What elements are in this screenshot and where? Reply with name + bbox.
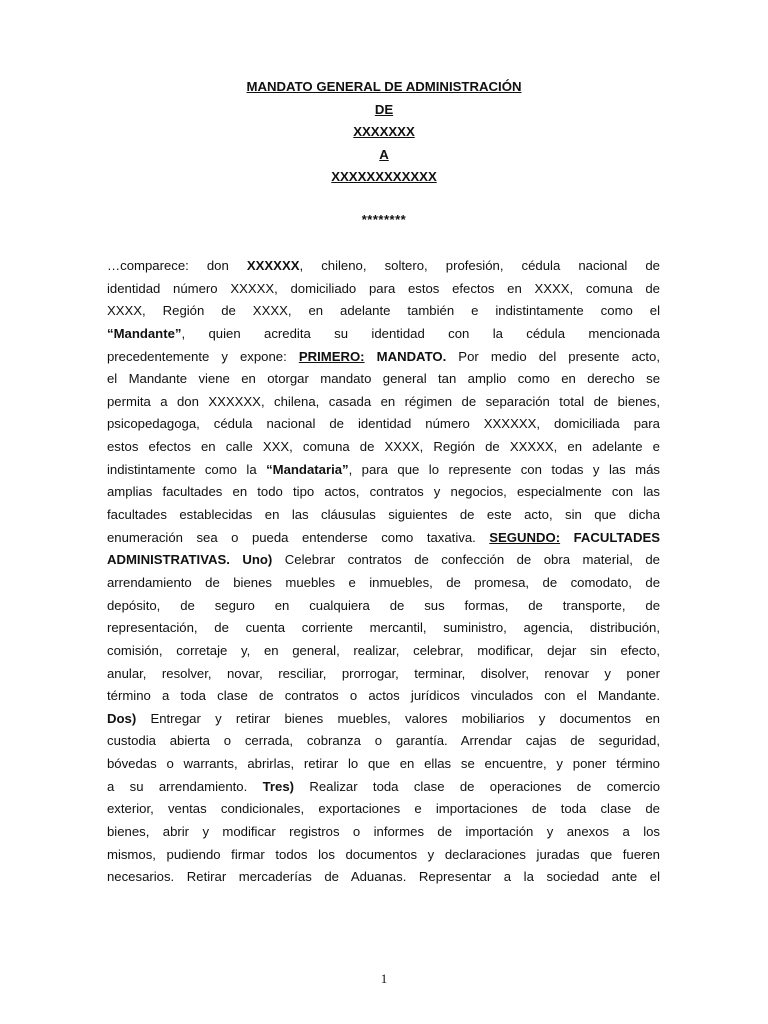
body-line: bienes, abrir y modificar registros o informes de importación y anexos a los	[107, 824, 660, 840]
body-line: necesarios. Retirar mercaderías de Aduanas. Representar a la sociedad ante el	[107, 869, 660, 885]
body-line: término a toda clase de contratos o actos jurídicos vinculados con el Mandante.	[107, 688, 660, 704]
title-line-de: DE	[374, 101, 394, 117]
title-line-main: MANDATO GENERAL DE ADMINISTRACIÓN	[246, 79, 522, 94]
body-line: depósito, de seguro en cualquiera de sus formas, de transporte, de	[107, 597, 660, 613]
body-line: representación, de cuenta corriente mercantil, suministro, agencia, distribución,	[107, 620, 660, 636]
body-line: psicopedagoga, cédula nacional de identidad número XXXXXX, domiciliada para	[107, 416, 660, 432]
body-line: facultades establecidas en las cláusulas siguientes de este acto, sin que dicha	[107, 507, 660, 523]
body-line: ADMINISTRATIVAS. Uno) Celebrar contratos de confección de obra material, de	[107, 552, 660, 568]
body-line: identidad número XXXXX, domiciliado para estos efectos en XXXX, comuna de	[107, 280, 660, 296]
body-line: comisión, corretaje y, en general, realizar, celebrar, modificar, dejar sin efecto,	[107, 642, 660, 658]
page-number: 1	[380, 971, 388, 986]
title-line-a: A	[379, 146, 389, 162]
title-line-grantor: XXXXXXX	[353, 124, 415, 139]
body-line: el Mandante viene en otorgar mandato general tan amplio como en derecho se	[107, 371, 660, 387]
body-paragraph	[107, 255, 660, 889]
body-line: custodia abierta o cerrada, cobranza o garantía. Arrendar cajas de seguridad,	[107, 733, 660, 749]
body-line: a su arrendamiento. Tres) Realizar toda clase de operaciones de comercio	[107, 778, 660, 794]
body-line: anular, resolver, novar, resciliar, prorrogar, terminar, disolver, renovar y poner	[107, 665, 660, 681]
body-line: bóvedas o warrants, abrirlas, retirar lo que en ellas se encuentre, y poner término	[107, 756, 660, 772]
body-line: mismos, pudiendo firmar todos los documentos y declaraciones juradas que fueren	[107, 846, 660, 862]
body-line: permita a don XXXXXX, chilena, casada en régimen de separación total de bienes,	[107, 393, 660, 409]
title-line-grantee: XXXXXXXXXXXX	[331, 169, 437, 184]
body-line: …comparece: don XXXXXX, chileno, soltero, profesión, cédula nacional de	[107, 258, 660, 273]
body-line: estos efectos en calle XXX, comuna de XXXX, Región de XXXXX, en adelante e	[107, 439, 660, 455]
body-line: XXXX, Región de XXXX, en adelante también e indistintamente como el	[107, 303, 660, 319]
document-title	[0, 76, 768, 189]
body-line: enumeración sea o pueda entenderse como taxativa. SEGUNDO: FACULTADES	[107, 529, 660, 545]
body-line: Dos) Entregar y retirar bienes muebles, valores mobiliarios y documentos en	[107, 710, 660, 726]
body-line: arrendamiento de bienes muebles e inmuebles, de promesa, de comodato, de	[107, 574, 660, 590]
body-line: exterior, ventas condicionales, exportaciones e importaciones de toda clase de	[107, 801, 660, 817]
separator-stars: ********	[361, 212, 407, 227]
body-line: amplias facultades en todo tipo actos, contratos y negocios, especialmente con las	[107, 484, 660, 500]
body-line: “Mandante”, quien acredita su identidad con la cédula mencionada	[107, 325, 660, 341]
body-line: precedentemente y expone: PRIMERO: MANDATO. Por medio del presente acto,	[107, 348, 660, 364]
body-line: indistintamente como la “Mandataria”, para que lo represente con todas y las más	[107, 461, 660, 477]
